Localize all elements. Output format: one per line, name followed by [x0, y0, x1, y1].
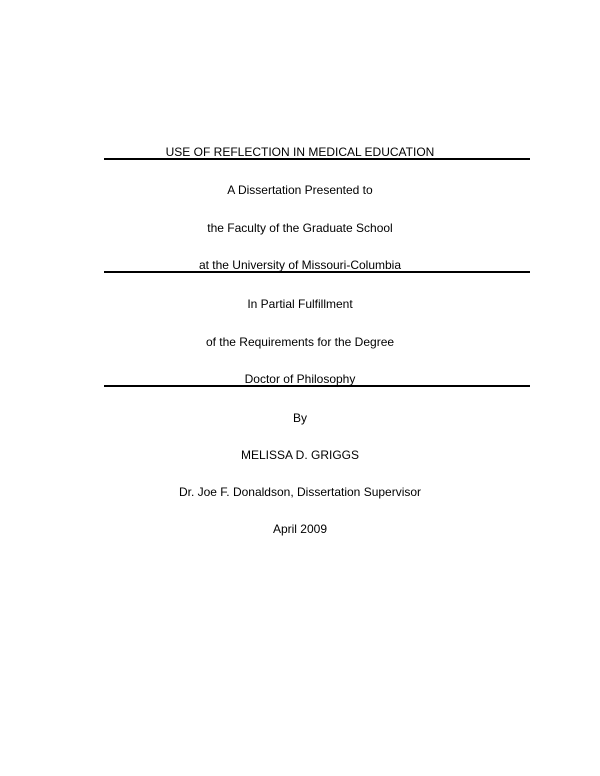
- supervisor-line: Dr. Joe F. Donaldson, Dissertation Supervisor: [178, 485, 422, 499]
- university-rule: [104, 271, 530, 273]
- faculty-line: the Faculty of the Graduate School: [207, 221, 393, 235]
- presented-to-line: A Dissertation Presented to: [227, 183, 373, 197]
- partial-fulfillment-line: In Partial Fulfillment: [247, 297, 353, 311]
- university-line: at the University of Missouri-Columbia: [198, 258, 402, 272]
- degree-line: Doctor of Philosophy: [244, 372, 356, 386]
- date-line: April 2009: [272, 522, 328, 536]
- by-line: By: [292, 411, 307, 425]
- degree-rule: [104, 385, 530, 387]
- requirements-line: of the Requirements for the Degree: [205, 335, 395, 349]
- author-name: MELISSA D. GRIGGS: [240, 448, 360, 462]
- title-rule: [104, 158, 530, 160]
- dissertation-title: USE OF REFLECTION IN MEDICAL EDUCATION: [165, 145, 435, 159]
